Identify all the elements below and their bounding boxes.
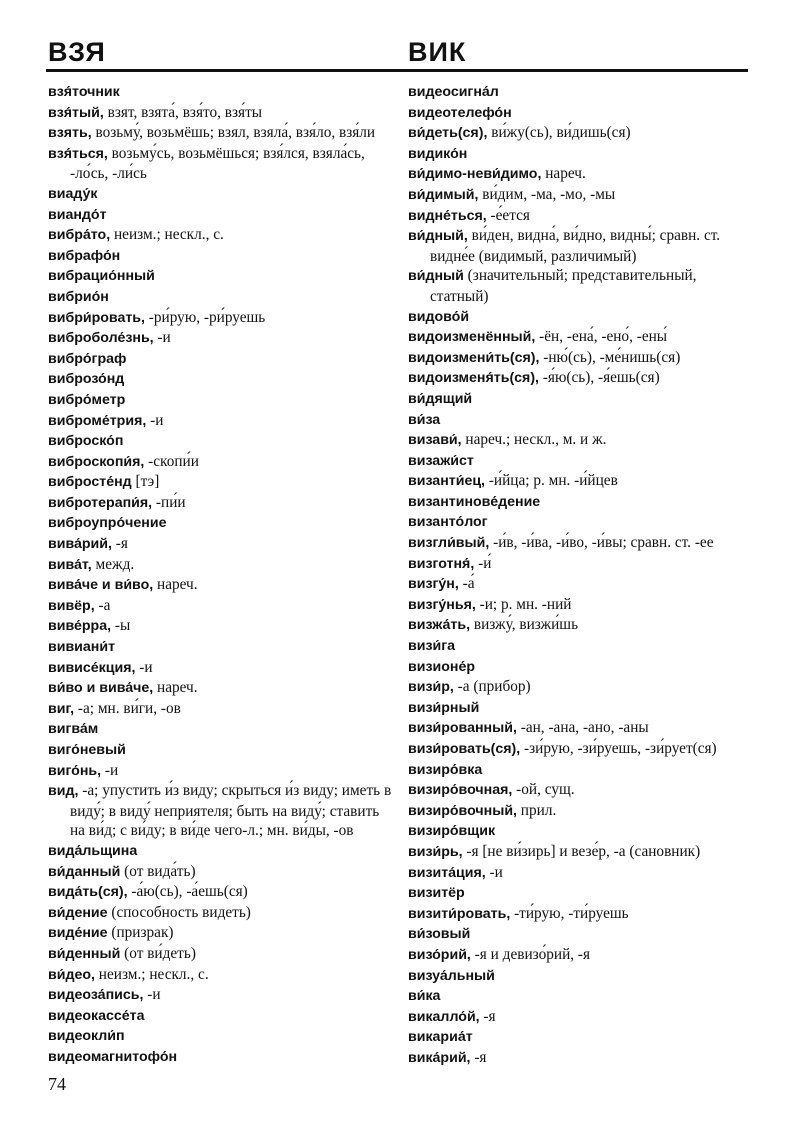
entry-grammar: -я — [479, 1007, 496, 1025]
entry-grammar: -и — [101, 761, 119, 779]
dictionary-entry — [48, 390, 396, 411]
dictionary-entry — [408, 123, 750, 144]
entry-headword: вика́рий, — [408, 1049, 471, 1066]
dictionary-entry — [48, 452, 396, 473]
entry-headword: вибросте́нд — [48, 474, 132, 491]
entry-headword: вид, — [48, 783, 79, 800]
entry-grammar: -е́ется — [486, 206, 530, 224]
entry-headword: взя́ться, — [48, 145, 108, 162]
dictionary-entry — [408, 677, 750, 698]
dictionary-entry — [48, 944, 396, 965]
dictionary-entry — [408, 924, 750, 945]
dictionary-entry — [48, 678, 396, 699]
dictionary-entry — [48, 555, 396, 576]
dictionary-entry — [48, 493, 396, 514]
dictionary-entry — [48, 1047, 396, 1068]
entry-headword: визи́р, — [408, 679, 454, 696]
dictionary-entry — [48, 882, 396, 903]
entry-headword: визгли́вый, — [408, 535, 490, 552]
dictionary-entry — [408, 492, 750, 513]
dictionary-entry — [48, 431, 396, 452]
entry-grammar: -я — [470, 1048, 487, 1066]
entry-headword: ви́дный — [408, 268, 464, 285]
dictionary-entry — [408, 533, 750, 554]
dictionary-entry — [48, 903, 396, 924]
entry-headword: вива́рий, — [48, 536, 112, 553]
entry-grammar: -и; р. мн. -ний — [475, 595, 572, 613]
dictionary-entry — [408, 945, 750, 966]
dictionary-entry — [408, 615, 750, 636]
entry-grammar: нареч. — [541, 165, 586, 183]
entry-headword: вива́т, — [48, 556, 92, 573]
entry-headword: видико́н — [408, 145, 468, 162]
dictionary-entry — [408, 636, 750, 657]
entry-grammar: ви́дим, -ма, -мо, -мы — [478, 185, 616, 203]
entry-headword: взять, — [48, 125, 92, 142]
dictionary-entry — [408, 739, 750, 760]
entry-grammar: (от ви́деть) — [120, 944, 196, 962]
entry-headword: визиро́вщик — [408, 823, 496, 840]
dictionary-entry — [48, 1006, 396, 1027]
dictionary-entry — [48, 513, 396, 534]
entry-headword: ви́зовый — [408, 926, 471, 943]
dictionary-entry — [48, 308, 396, 329]
dictionary-entry — [408, 1048, 750, 1069]
entry-grammar: визжу́, визжи́шь — [470, 616, 579, 634]
left-column — [48, 82, 396, 1068]
dictionary-entry — [48, 184, 396, 205]
entry-headword: вивисе́кция, — [48, 659, 136, 676]
entry-headword: визави́, — [408, 432, 462, 449]
dictionary-entry — [48, 699, 396, 720]
entry-headword: вибра́то, — [48, 227, 111, 244]
entry-headword: визиро́вка — [408, 761, 483, 778]
dictionary-entry — [408, 718, 750, 739]
entry-grammar: -и́йца; р. мн. -и́йцев — [485, 472, 618, 490]
dictionary-entry — [48, 616, 396, 637]
entry-headword: византи́ец, — [408, 473, 485, 490]
entry-headword: вибрио́н — [48, 288, 109, 305]
entry-headword: ви́дный, — [408, 228, 468, 245]
entry-headword: вибро́граф — [48, 350, 127, 367]
entry-grammar: -и — [146, 411, 164, 429]
dictionary-entry — [48, 719, 396, 740]
dictionary-entry — [48, 781, 396, 841]
entry-grammar: прил. — [516, 801, 557, 819]
entry-grammar: возьму́сь, возьмёшься; взя́лся, взяла́сь, -ло́сь, -ли́сь — [70, 144, 365, 183]
dictionary-entry — [408, 164, 750, 185]
entry-grammar: [тэ] — [131, 473, 160, 491]
entry-headword: вибро́метр — [48, 391, 126, 408]
dictionary-entry — [48, 575, 396, 596]
dictionary-entry — [48, 965, 396, 986]
entry-headword: вибри́ровать, — [48, 309, 145, 326]
entry-grammar: -а — [94, 596, 111, 614]
running-head-right: ВИК — [408, 37, 467, 67]
entry-grammar: -ён, -ена́, -ено́, -ены́ — [535, 328, 668, 346]
entry-headword: визиро́вочный, — [408, 802, 517, 819]
entry-headword: виго́невый — [48, 742, 126, 758]
entry-headword: ви́во и вива́че, — [48, 680, 154, 697]
entry-headword: ви́за — [408, 411, 441, 428]
entry-headword: вива́че и ви́во, — [48, 577, 154, 594]
dictionary-entry — [48, 658, 396, 679]
dictionary-entry — [408, 206, 750, 227]
dictionary-entry — [408, 226, 750, 266]
dictionary-entry — [408, 698, 750, 719]
entry-grammar: -а́ю(сь), -а́ешь(ся) — [127, 883, 248, 901]
entry-grammar: -а; упустить и́з виду; скрыться и́з виду; иметь в виду́; в виду́ неприятеля; быть на виду́; ставить на ви́д; с ви́ду; в ви́де чего-л.; мн. ви́ды, -ов — [70, 782, 392, 840]
entry-headword: видне́ться, — [408, 207, 487, 224]
entry-headword: ви́димо-неви́димо, — [408, 166, 542, 183]
entry-grammar: (способность видеть) — [107, 903, 251, 921]
entry-grammar: возьму́, возьмёшь; взял, взяла́, взя́ло, взя́ли — [91, 124, 376, 142]
entry-headword: видово́й — [408, 308, 470, 325]
entry-headword: взя́тый, — [48, 104, 104, 121]
entry-grammar: -пи́и — [152, 493, 186, 511]
dictionary-entry — [48, 369, 396, 390]
entry-grammar: ви́жу(сь), ви́дишь(ся) — [487, 124, 631, 142]
entry-grammar: неизм.; нескл., с. — [110, 226, 224, 244]
entry-headword: визита́ция, — [408, 864, 486, 881]
dictionary-entry — [408, 82, 750, 103]
page-number: 74 — [48, 1074, 66, 1094]
entry-headword: ви́дящий — [408, 390, 473, 407]
entry-headword: визгу́нья, — [408, 596, 476, 613]
entry-headword: видеомагнитофо́н — [48, 1048, 178, 1065]
entry-grammar: -а (прибор) — [453, 678, 531, 696]
dictionary-entry — [408, 471, 750, 492]
entry-headword: визготня́, — [408, 555, 475, 572]
entry-headword: визжа́ть, — [408, 617, 471, 634]
entry-headword: вивиани́т — [48, 639, 116, 656]
entry-headword: визиро́вочная, — [408, 782, 513, 799]
entry-headword: вида́льщина — [48, 842, 138, 859]
dictionary-entry — [48, 534, 396, 555]
entry-grammar: -а; мн. ви́ги, -ов — [74, 699, 181, 717]
dictionary-entry — [408, 430, 750, 451]
entry-headword: виг, — [48, 700, 75, 717]
entry-headword: вида́ть(ся), — [48, 884, 128, 901]
dictionary-entry — [48, 411, 396, 432]
dictionary-entry — [408, 266, 750, 306]
dictionary-entry — [48, 985, 396, 1006]
entry-grammar: -и — [485, 863, 503, 881]
dictionary-entry — [48, 596, 396, 617]
dictionary-entry — [408, 595, 750, 616]
dictionary-entry — [408, 554, 750, 575]
entry-headword: визи́ровать(ся), — [408, 741, 521, 757]
entry-headword: ви́димый, — [408, 186, 479, 203]
dictionary-entry — [408, 801, 750, 822]
entry-headword: вибротерапи́я, — [48, 494, 153, 511]
entry-grammar: -я [не ви́зирь] и везе́р, -а (сановник) — [462, 842, 701, 860]
entry-headword: видеосигна́л — [408, 84, 499, 100]
entry-headword: визи́га — [408, 638, 456, 655]
entry-headword: визо́рий, — [408, 946, 471, 963]
entry-grammar: нареч. — [153, 679, 198, 697]
dictionary-entry — [48, 472, 396, 493]
entry-grammar: ви́ден, видна́, ви́дно, видны́; сравн. ст. видне́е (видимый, различимый) — [430, 227, 721, 265]
dictionary-entry — [48, 103, 396, 124]
dictionary-entry — [48, 841, 396, 862]
dictionary-entry — [408, 657, 750, 678]
dictionary-entry — [408, 389, 750, 410]
entry-grammar: -я́ю(сь), -я́ешь(ся) — [539, 369, 660, 387]
dictionary-entry — [408, 512, 750, 533]
dictionary-entry — [48, 349, 396, 370]
entry-headword: вибрафо́н — [48, 247, 121, 264]
entry-grammar: -ри́рую, -ри́руешь — [144, 308, 266, 326]
entry-headword: видеокли́п — [48, 1028, 125, 1045]
entry-headword: визгу́н, — [408, 576, 459, 593]
entry-grammar: неизм.; нескл., с. — [94, 965, 209, 983]
entry-headword: вигва́м — [48, 721, 99, 738]
entry-headword: видеотелефо́н — [408, 104, 512, 121]
entry-grammar: -я — [111, 535, 128, 553]
entry-headword: виде́ние — [48, 925, 108, 942]
dictionary-entry — [48, 246, 396, 267]
entry-headword: вибрацио́нный — [48, 268, 155, 285]
dictionary-entry — [48, 740, 396, 761]
entry-grammar: -ан, -ана, -ано, -аны — [516, 719, 649, 737]
dictionary-entry — [408, 103, 750, 124]
dictionary-entry — [408, 1027, 750, 1048]
entry-grammar: межд. — [91, 555, 135, 573]
dictionary-entry — [408, 904, 750, 925]
dictionary-entry — [48, 923, 396, 944]
entry-headword: видеоза́пись, — [48, 987, 144, 1004]
dictionary-entry — [408, 348, 750, 369]
entry-headword: видоизменя́ть(ся), — [408, 370, 539, 387]
entry-grammar: -и — [135, 658, 153, 676]
entry-headword: виброско́п — [48, 433, 124, 450]
entry-grammar: -ню́(сь), -ме́нишь(ся) — [539, 348, 681, 366]
dictionary-entry — [408, 410, 750, 431]
entry-grammar: -ти́рую, -ти́руешь — [510, 904, 629, 922]
entry-headword: ви́део, — [48, 966, 95, 983]
dictionary-entry — [408, 574, 750, 595]
entry-grammar: нареч. — [153, 576, 198, 594]
entry-grammar: -и — [143, 986, 161, 1004]
entry-grammar: -а́ — [458, 575, 475, 593]
entry-headword: визуа́льный — [408, 967, 495, 984]
entry-headword: византо́лог — [408, 514, 488, 531]
entry-grammar: -ы — [111, 617, 131, 635]
dictionary-entry — [48, 266, 396, 287]
dictionary-entry — [408, 966, 750, 987]
dictionary-entry — [48, 1026, 396, 1047]
right-column — [408, 82, 750, 1069]
entry-grammar: -и́в, -и́ва, -и́во, -и́вы; сравн. ст. -ее — [489, 534, 714, 552]
dictionary-entry — [408, 842, 750, 863]
dictionary-entry — [48, 225, 396, 246]
entry-grammar: -ой, сущ. — [512, 781, 575, 799]
entry-headword: визити́ровать, — [408, 905, 511, 922]
entry-grammar: нареч.; нескл., м. и ж. — [461, 431, 607, 449]
dictionary-entry — [408, 144, 750, 165]
entry-headword: византинове́дение — [408, 493, 541, 510]
entry-grammar: -и́ — [474, 554, 492, 572]
entry-headword: виброме́трия, — [48, 412, 147, 429]
entry-headword: виброзо́нд — [48, 371, 125, 388]
entry-grammar: -зи́рую, -зи́руешь, -зи́рует(ся) — [520, 740, 717, 757]
entry-grammar: взят, взята́, взя́то, взя́ты — [103, 103, 263, 121]
entry-headword: визажи́ст — [408, 452, 474, 469]
dictionary-entry — [408, 986, 750, 1007]
entry-grammar: -и — [153, 329, 171, 347]
dictionary-entry — [408, 185, 750, 206]
entry-headword: вивёр, — [48, 597, 95, 614]
running-head-left: ВЗЯ — [48, 37, 106, 67]
entry-headword: виброскопи́я, — [48, 453, 145, 470]
dictionary-entry — [408, 327, 750, 348]
entry-grammar: (значительный; представительный, статный) — [430, 267, 697, 305]
dictionary-entry — [48, 287, 396, 308]
entry-headword: видоизменённый, — [408, 329, 536, 346]
dictionary-entry — [48, 637, 396, 658]
dictionary-entry — [408, 780, 750, 801]
entry-headword: ви́ка — [408, 988, 441, 1005]
entry-headword: ви́данный — [48, 863, 121, 880]
entry-headword: визи́рованный, — [408, 720, 517, 737]
dictionary-entry — [408, 760, 750, 781]
entry-grammar: (от вида́ть) — [120, 862, 196, 880]
entry-headword: виброболе́знь, — [48, 330, 154, 347]
entry-headword: викалло́й, — [408, 1008, 480, 1025]
entry-headword: видоизмени́ть(ся), — [408, 349, 540, 366]
entry-headword: виаду́к — [48, 185, 98, 202]
entry-headword: визионе́р — [408, 658, 476, 675]
entry-grammar: -скопи́и — [144, 452, 199, 470]
dictionary-entry — [408, 451, 750, 472]
dictionary-entry — [48, 205, 396, 226]
dictionary-entry — [48, 761, 396, 782]
entry-headword: ви́денный — [48, 945, 121, 962]
entry-headword: виго́нь, — [48, 762, 102, 779]
dictionary-entry — [48, 144, 396, 184]
entry-headword: виброупро́чение — [48, 515, 167, 532]
entry-headword: взя́точник — [48, 84, 120, 100]
entry-headword: видеокассе́та — [48, 1007, 145, 1024]
dictionary-entry — [408, 883, 750, 904]
dictionary-entry — [408, 1007, 750, 1028]
entry-headword: ви́деть(ся), — [408, 125, 488, 142]
entry-headword: визи́рь, — [408, 843, 463, 860]
entry-grammar: (призрак) — [107, 924, 174, 942]
dictionary-entry — [408, 368, 750, 389]
entry-headword: ви́дение — [48, 904, 108, 921]
entry-headword: викариа́т — [408, 1029, 473, 1046]
dictionary-entry — [408, 863, 750, 884]
header-rule — [46, 69, 748, 72]
entry-headword: виандо́т — [48, 206, 107, 223]
dictionary-entry — [48, 862, 396, 883]
dictionary-entry — [48, 328, 396, 349]
entry-headword: визитёр — [408, 885, 465, 902]
dictionary-entry — [48, 82, 396, 103]
entry-headword: визи́рный — [408, 699, 480, 716]
dictionary-entry — [48, 123, 396, 144]
entry-headword: виве́рра, — [48, 618, 112, 635]
dictionary-entry — [408, 821, 750, 842]
entry-grammar: -я и девизо́рий, -я — [470, 945, 591, 963]
dictionary-entry — [408, 307, 750, 328]
